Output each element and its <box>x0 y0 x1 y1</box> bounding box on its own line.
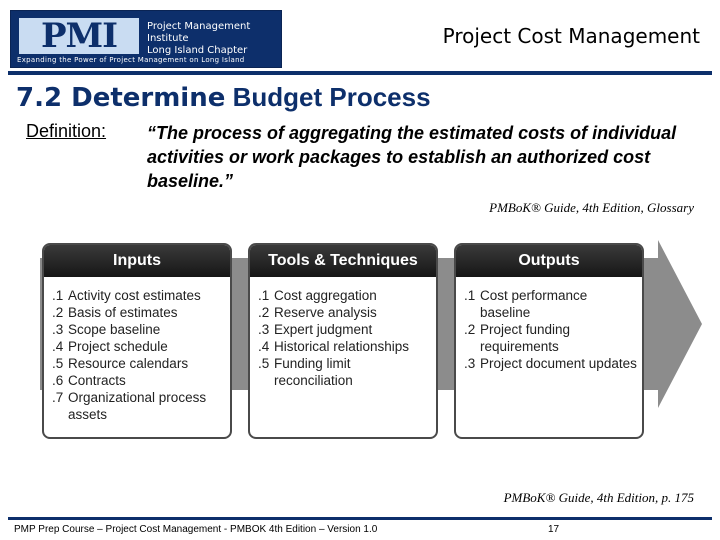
item-number: .2 <box>52 305 64 320</box>
list-item <box>258 304 436 321</box>
list-item <box>464 287 642 321</box>
tools-techniques-header: Tools & Techniques <box>250 245 436 277</box>
list-item <box>52 372 230 389</box>
item-number: .5 <box>258 356 270 371</box>
list-item <box>258 321 436 338</box>
item-number: .4 <box>52 339 64 354</box>
list-item <box>52 389 230 423</box>
list-item <box>52 338 230 355</box>
list-item <box>258 355 436 389</box>
list-item <box>464 355 642 372</box>
logo-org-line1: Project Management Institute <box>147 21 251 44</box>
outputs-list <box>456 277 642 372</box>
outputs-box <box>454 243 644 439</box>
header-divider <box>8 71 712 75</box>
inputs-header: Inputs <box>44 245 230 277</box>
item-number: .2 <box>464 322 476 337</box>
logo-mark-text: PMI <box>40 16 118 56</box>
citation-glossary: PMBoK® Guide, 4th Edition, Glossary <box>489 200 694 215</box>
item-text: Reserve analysis <box>274 305 377 320</box>
page-number: 17 <box>548 524 560 535</box>
item-text: Project schedule <box>68 339 168 354</box>
item-text: Contracts <box>68 373 126 388</box>
logo-org-name <box>147 21 281 57</box>
pmi-logo-mark <box>19 18 139 54</box>
item-number: .6 <box>52 373 64 388</box>
item-text: Activity cost estimates <box>68 288 201 303</box>
item-number: .1 <box>464 288 476 303</box>
list-item <box>52 355 230 372</box>
header-title: Project Cost Management <box>442 24 700 48</box>
footer-text: PMP Prep Course – Project Cost Management - PMBOK 4th Edition – Version 1.0 <box>14 524 378 535</box>
list-item <box>52 304 230 321</box>
list-item <box>258 338 436 355</box>
list-item <box>464 321 642 355</box>
item-text: Cost aggregation <box>274 288 377 303</box>
item-number: .4 <box>258 339 270 354</box>
outputs-header: Outputs <box>456 245 642 277</box>
item-text: Expert judgment <box>274 322 373 337</box>
item-text: Funding limit reconciliation <box>274 356 353 388</box>
item-number: .3 <box>52 322 64 337</box>
item-text: Project document updates <box>480 356 637 371</box>
list-item <box>258 287 436 304</box>
item-number: .5 <box>52 356 64 371</box>
item-text: Cost performance baseline <box>480 288 588 320</box>
list-item <box>52 321 230 338</box>
item-number: .1 <box>258 288 270 303</box>
item-number: .3 <box>258 322 270 337</box>
list-item <box>52 287 230 304</box>
pmi-logo <box>10 10 282 68</box>
tools-techniques-list <box>250 277 436 389</box>
item-number: .1 <box>52 288 64 303</box>
footer-divider <box>8 517 712 520</box>
tools-techniques-box <box>248 243 438 439</box>
item-number: .3 <box>464 356 476 371</box>
item-text: Basis of estimates <box>68 305 178 320</box>
item-text: Organizational process assets <box>68 390 207 422</box>
slide-title-part2: Budget Process <box>232 82 431 112</box>
citation-page: PMBoK® Guide, 4th Edition, p. 175 <box>503 490 694 505</box>
slide-title-part1: 7.2 Determine <box>16 83 226 113</box>
item-number: .7 <box>52 390 64 405</box>
logo-org-line2: Long Island Chapter <box>147 45 248 56</box>
definition-text: “The process of aggregating the estimated costs of individual activities or work packages to establish an authorized cost baseline.” <box>147 123 677 191</box>
inputs-list <box>44 277 230 423</box>
item-text: Project funding requirements <box>480 322 571 354</box>
logo-tagline: Expanding the Power of Project Management on Long Island <box>17 56 245 64</box>
item-text: Historical relationships <box>274 339 410 354</box>
slide-title <box>16 82 431 113</box>
item-text: Scope baseline <box>68 322 161 337</box>
item-text: Resource calendars <box>68 356 189 371</box>
definition-label: Definition: <box>26 121 107 141</box>
inputs-box <box>42 243 232 439</box>
item-number: .2 <box>258 305 270 320</box>
